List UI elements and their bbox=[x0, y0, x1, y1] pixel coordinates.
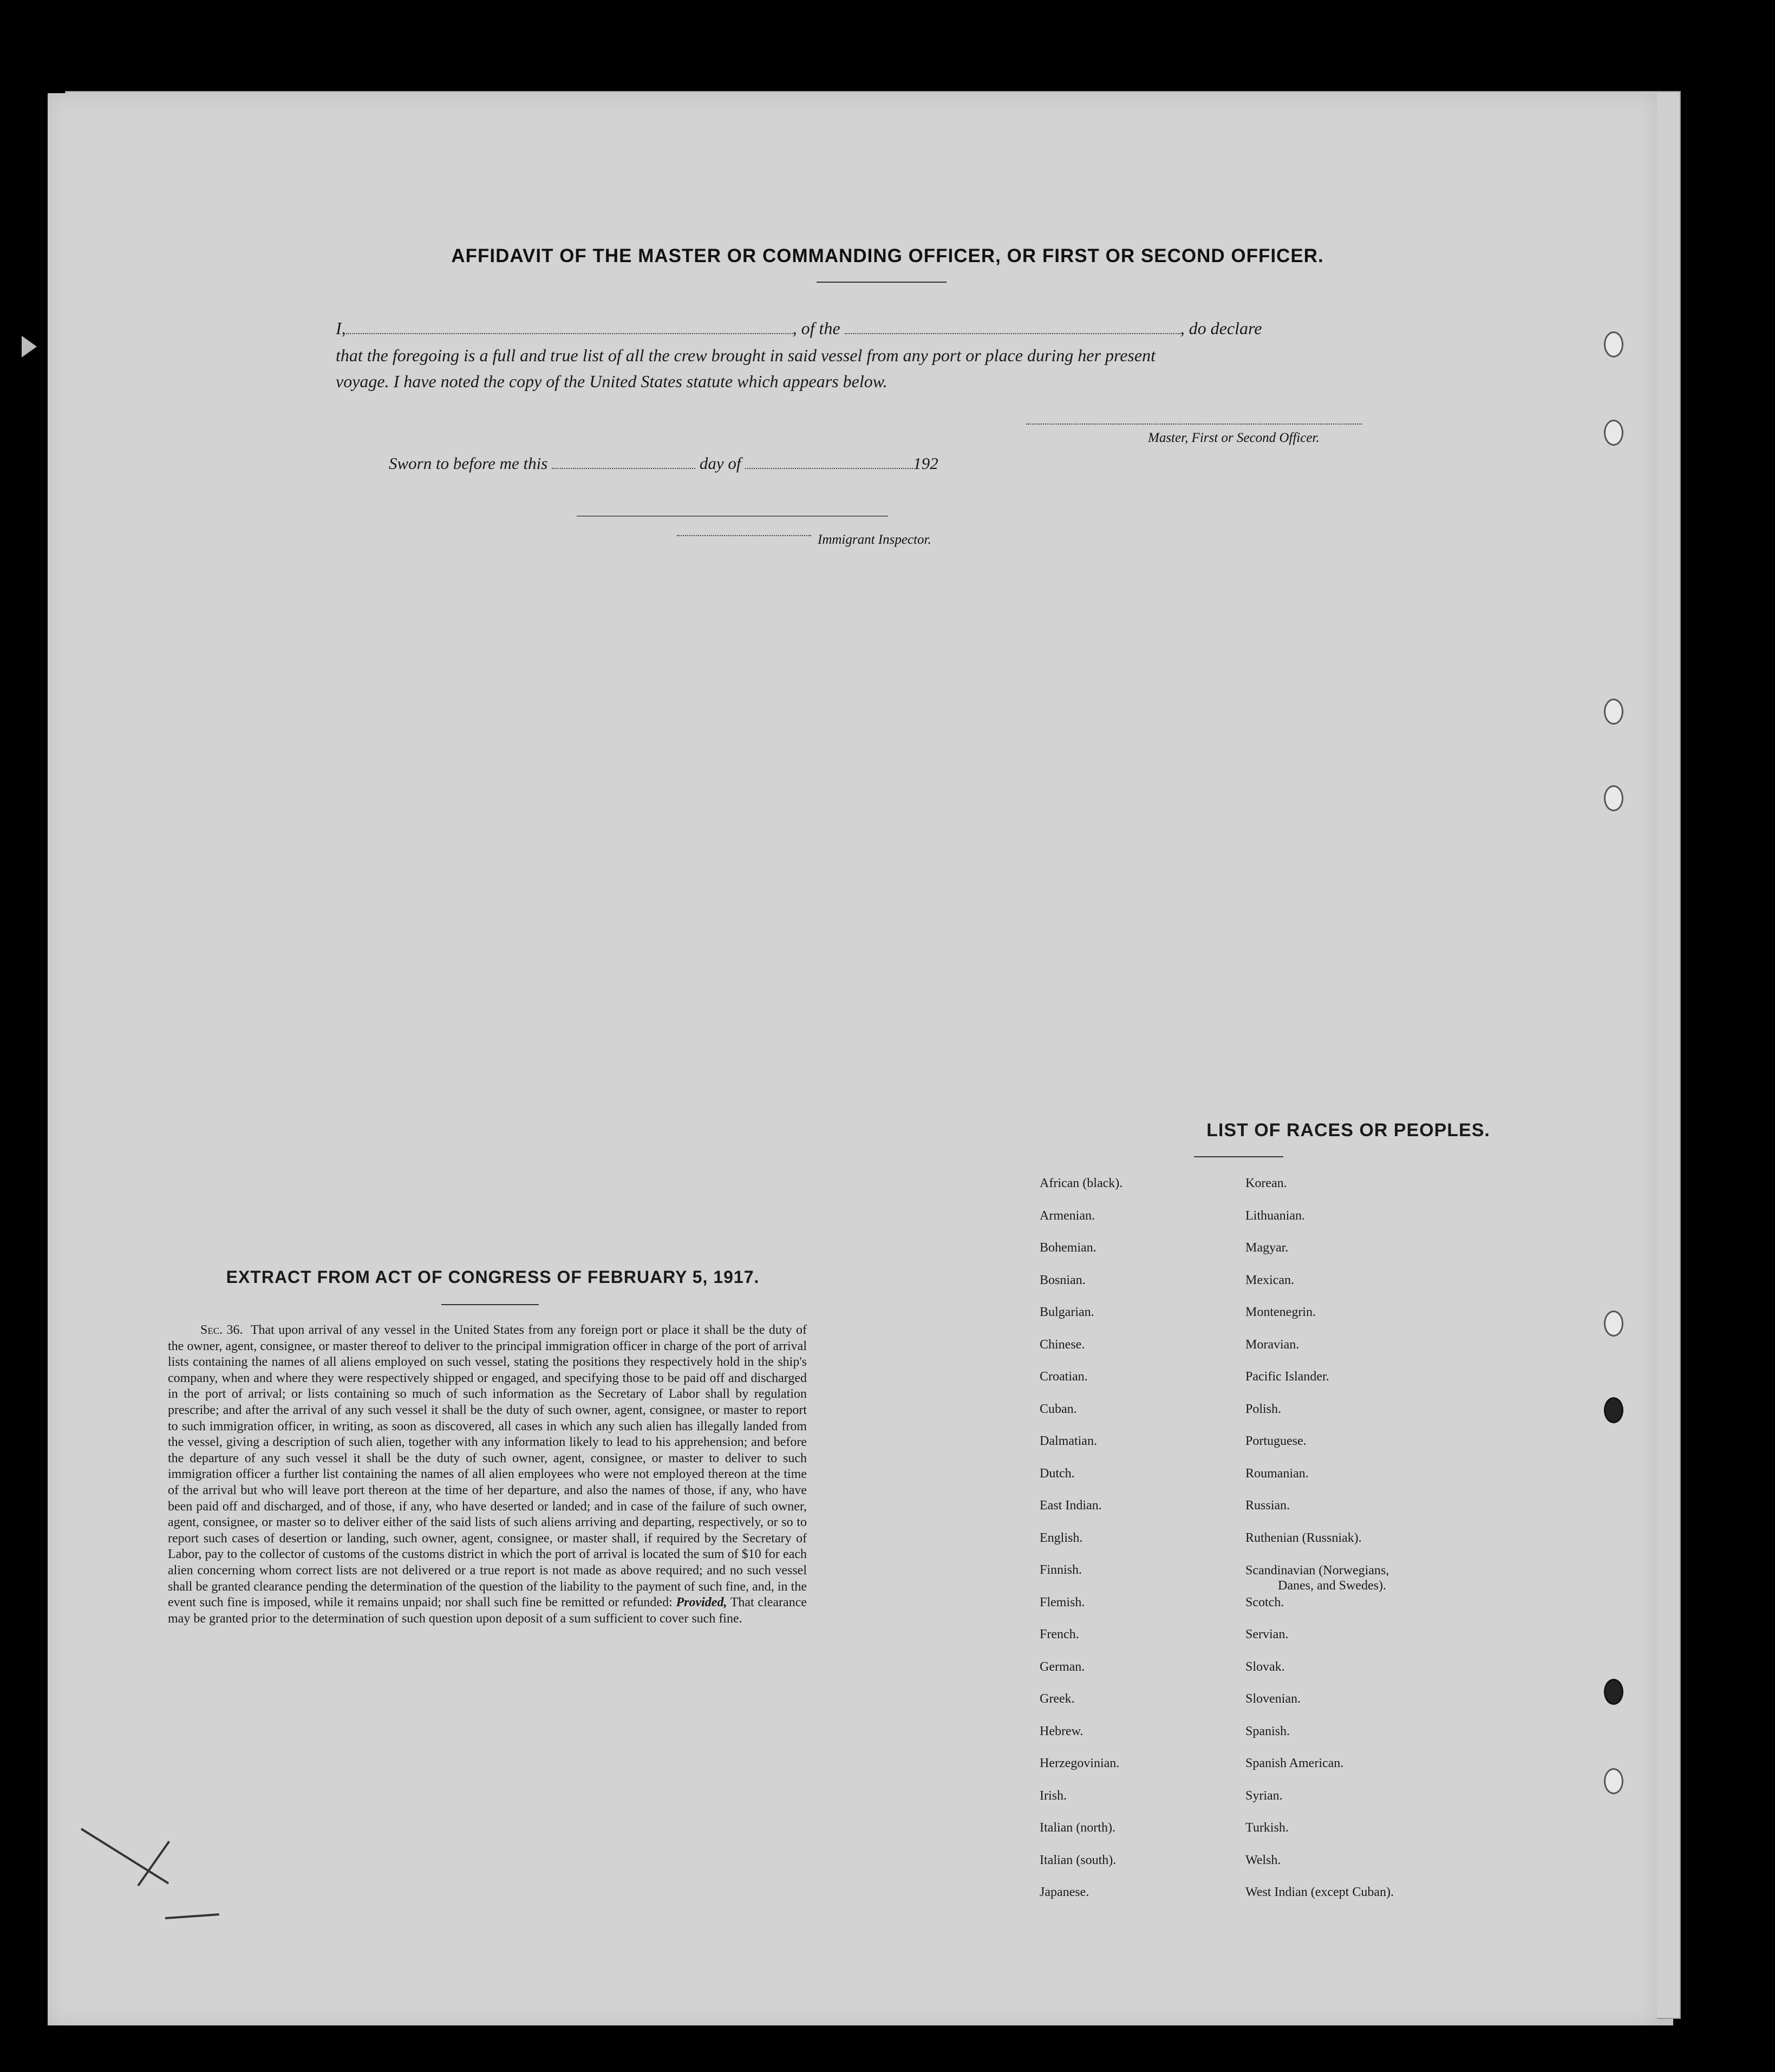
race-item: Bohemian. bbox=[1040, 1241, 1097, 1255]
extract-text-end: That clearance may be granted prior to the determination of such question upon deposit of a sum sufficient to cover such fine. bbox=[168, 1595, 807, 1626]
inspector-caption: Immigrant Inspector. bbox=[818, 532, 931, 547]
race-item: East Indian. bbox=[1040, 1498, 1102, 1513]
edge-notch bbox=[22, 336, 37, 357]
race-item: Spanish. bbox=[1245, 1724, 1290, 1738]
declaration-do-declare: , do declare bbox=[1180, 318, 1262, 338]
race-item: Danes, and Swedes). bbox=[1278, 1579, 1386, 1593]
race-item: Dalmatian. bbox=[1040, 1434, 1097, 1448]
binder-hole bbox=[1604, 785, 1623, 811]
race-item: Spanish American. bbox=[1245, 1756, 1344, 1770]
sworn-line bbox=[389, 454, 938, 473]
section-label: Sec. 36. bbox=[200, 1323, 243, 1337]
binder-hole bbox=[1604, 1679, 1623, 1705]
race-item: Croatian. bbox=[1040, 1370, 1088, 1384]
race-item: Finnish. bbox=[1040, 1563, 1082, 1577]
race-item: Scandinavian (Norwegians, bbox=[1245, 1563, 1389, 1578]
race-item: Magyar. bbox=[1245, 1241, 1289, 1255]
race-item: African (black). bbox=[1040, 1176, 1123, 1190]
race-item: Moravian. bbox=[1245, 1337, 1300, 1352]
race-item: Dutch. bbox=[1040, 1466, 1075, 1481]
master-caption: Master, First or Second Officer. bbox=[1148, 431, 1320, 445]
races-left-column bbox=[1040, 1176, 1123, 1918]
race-item: Slovenian. bbox=[1245, 1692, 1301, 1706]
race-item: Italian (south). bbox=[1040, 1853, 1117, 1867]
declaration-line-2: that the foregoing is a full and true list of all the crew brought in said vessel from any port or place during her present bbox=[336, 346, 1156, 365]
race-item: Chinese. bbox=[1040, 1337, 1085, 1352]
month-blank[interactable] bbox=[745, 468, 913, 469]
race-item: Welsh. bbox=[1245, 1853, 1281, 1867]
race-item: Hebrew. bbox=[1040, 1724, 1084, 1738]
race-item: Herzegovinian. bbox=[1040, 1756, 1120, 1770]
declaration-of-the: , of the bbox=[792, 318, 840, 338]
master-signature-line[interactable] bbox=[1026, 423, 1362, 425]
binder-hole bbox=[1604, 420, 1623, 446]
race-item: Portuguese. bbox=[1245, 1434, 1307, 1448]
binder-hole bbox=[1604, 1311, 1623, 1337]
affidavit-title: AFFIDAVIT OF THE MASTER OR COMMANDING OFFICER, OR FIRST OR SECOND OFFICER. bbox=[451, 245, 1324, 266]
race-item: Slovak. bbox=[1245, 1659, 1285, 1674]
bleed-through-text bbox=[92, 122, 1608, 161]
race-item: Bosnian. bbox=[1040, 1273, 1086, 1287]
vessel-blank[interactable] bbox=[845, 333, 1180, 334]
race-item: Armenian. bbox=[1040, 1208, 1095, 1223]
race-item: Roumanian. bbox=[1245, 1466, 1309, 1481]
extract-title: EXTRACT FROM ACT OF CONGRESS OF FEBRUARY 5, 1917. bbox=[226, 1267, 760, 1287]
race-item: Pacific Islander. bbox=[1245, 1370, 1329, 1384]
extract-title-underline bbox=[441, 1304, 539, 1305]
race-item: Irish. bbox=[1040, 1788, 1067, 1803]
races-right-column bbox=[1245, 1176, 1394, 1918]
race-item: Italian (north). bbox=[1040, 1821, 1115, 1835]
race-item: Greek. bbox=[1040, 1692, 1075, 1706]
race-item: German. bbox=[1040, 1659, 1085, 1674]
binder-hole bbox=[1604, 331, 1623, 357]
race-item: Montenegrin. bbox=[1245, 1305, 1316, 1319]
sworn-day-of: day of bbox=[699, 454, 741, 473]
race-item: Cuban. bbox=[1040, 1402, 1077, 1416]
declaration-line-3: voyage. I have noted the copy of the United States statute which appears below. bbox=[336, 372, 888, 391]
race-item: Ruthenian (Russniak). bbox=[1245, 1530, 1362, 1545]
race-item: Bulgarian. bbox=[1040, 1305, 1094, 1319]
extract-body bbox=[168, 1322, 807, 1627]
race-item: Lithuanian. bbox=[1245, 1208, 1305, 1223]
binder-hole bbox=[1604, 699, 1623, 725]
declaration-i: I, bbox=[336, 318, 346, 338]
day-blank[interactable] bbox=[552, 468, 695, 469]
declaration-line-1 bbox=[336, 318, 1381, 338]
race-item: Mexican. bbox=[1245, 1273, 1294, 1287]
race-item: Flemish. bbox=[1040, 1595, 1085, 1610]
race-item: Syrian. bbox=[1245, 1788, 1283, 1803]
sworn-text: Sworn to before me this bbox=[389, 454, 548, 473]
race-item: Polish. bbox=[1245, 1402, 1282, 1416]
binder-hole bbox=[1604, 1768, 1623, 1794]
inspector-signature-top-line bbox=[577, 516, 888, 517]
race-item: French. bbox=[1040, 1627, 1079, 1641]
race-item-two-line bbox=[1245, 1563, 1394, 1595]
binder-hole bbox=[1604, 1397, 1623, 1423]
race-item: Scotch. bbox=[1245, 1595, 1284, 1610]
race-item: Servian. bbox=[1245, 1627, 1289, 1641]
name-blank[interactable] bbox=[346, 333, 793, 334]
extract-text: That upon arrival of any vessel in the United States from any foreign port or place it shall be the duty of the owner, agent, consignee, or master thereof to deliver to the principal immigration officer in charge of the port of arrival lists containing the names of all aliens employed on such vessel, stating the positions they respectively hold in the ship's company, when and where they were respectively shipped or engaged, and specifying those to be paid off and discharged in the port of arrival; or lists containing so much of such information as the Secretary of Labor shall by regulation prescribe; and after the arrival of any such vessel it shall be the duty of such owner, agent, consignee, or master to report to such immigration officer, in writing, as soon as discovered, all cases in which any such alien has illegally landed from the vessel, giving a description of such alien, together with any information likely to lead to his apprehension; and before the departure of any such vessel it shall be the duty of such owner, agent, consignee, or master to deliver to such immigration officer a further list containing the names of all alien employees who were not employed thereon at the time of the arrival but who will leave port thereon at the time of her departure, and also the names of those, if any, who have been paid off and discharged, and of those, if any, who have deserted or landed; and in case of the failure of such owner, agent, consignee, or master so to deliver either of the said lists of such aliens arriving and departing, respectively, or so to report such cases of desertion or landing, such owner, agent, consignee, or master shall, if required by the Secretary of Labor, pay to the collector of customs of the customs district in which the port of arrival is located the sum of $10 for each alien concerning whom correct lists are not delivered or a true report is not made as above required; and no such vessel shall be granted clearance pending the determination of the question of the liability to the payment of such fine, and, in the event such fine is imposed, while it remains unpaid; nor shall such fine be remitted or refunded: bbox=[168, 1323, 807, 1610]
race-item: English. bbox=[1040, 1530, 1083, 1545]
race-item: West Indian (except Cuban). bbox=[1245, 1885, 1394, 1899]
inspector-signature-line[interactable] bbox=[677, 535, 811, 536]
sworn-year: 192 bbox=[913, 454, 938, 473]
races-title-underline bbox=[1194, 1156, 1283, 1157]
race-item: Japanese. bbox=[1040, 1885, 1089, 1899]
title-underline bbox=[817, 282, 947, 283]
race-item: Turkish. bbox=[1245, 1821, 1289, 1835]
race-item: Korean. bbox=[1245, 1176, 1287, 1190]
provided-word: Provided, bbox=[676, 1595, 727, 1610]
race-item: Russian. bbox=[1245, 1498, 1290, 1513]
races-title: LIST OF RACES OR PEOPLES. bbox=[1206, 1120, 1490, 1141]
